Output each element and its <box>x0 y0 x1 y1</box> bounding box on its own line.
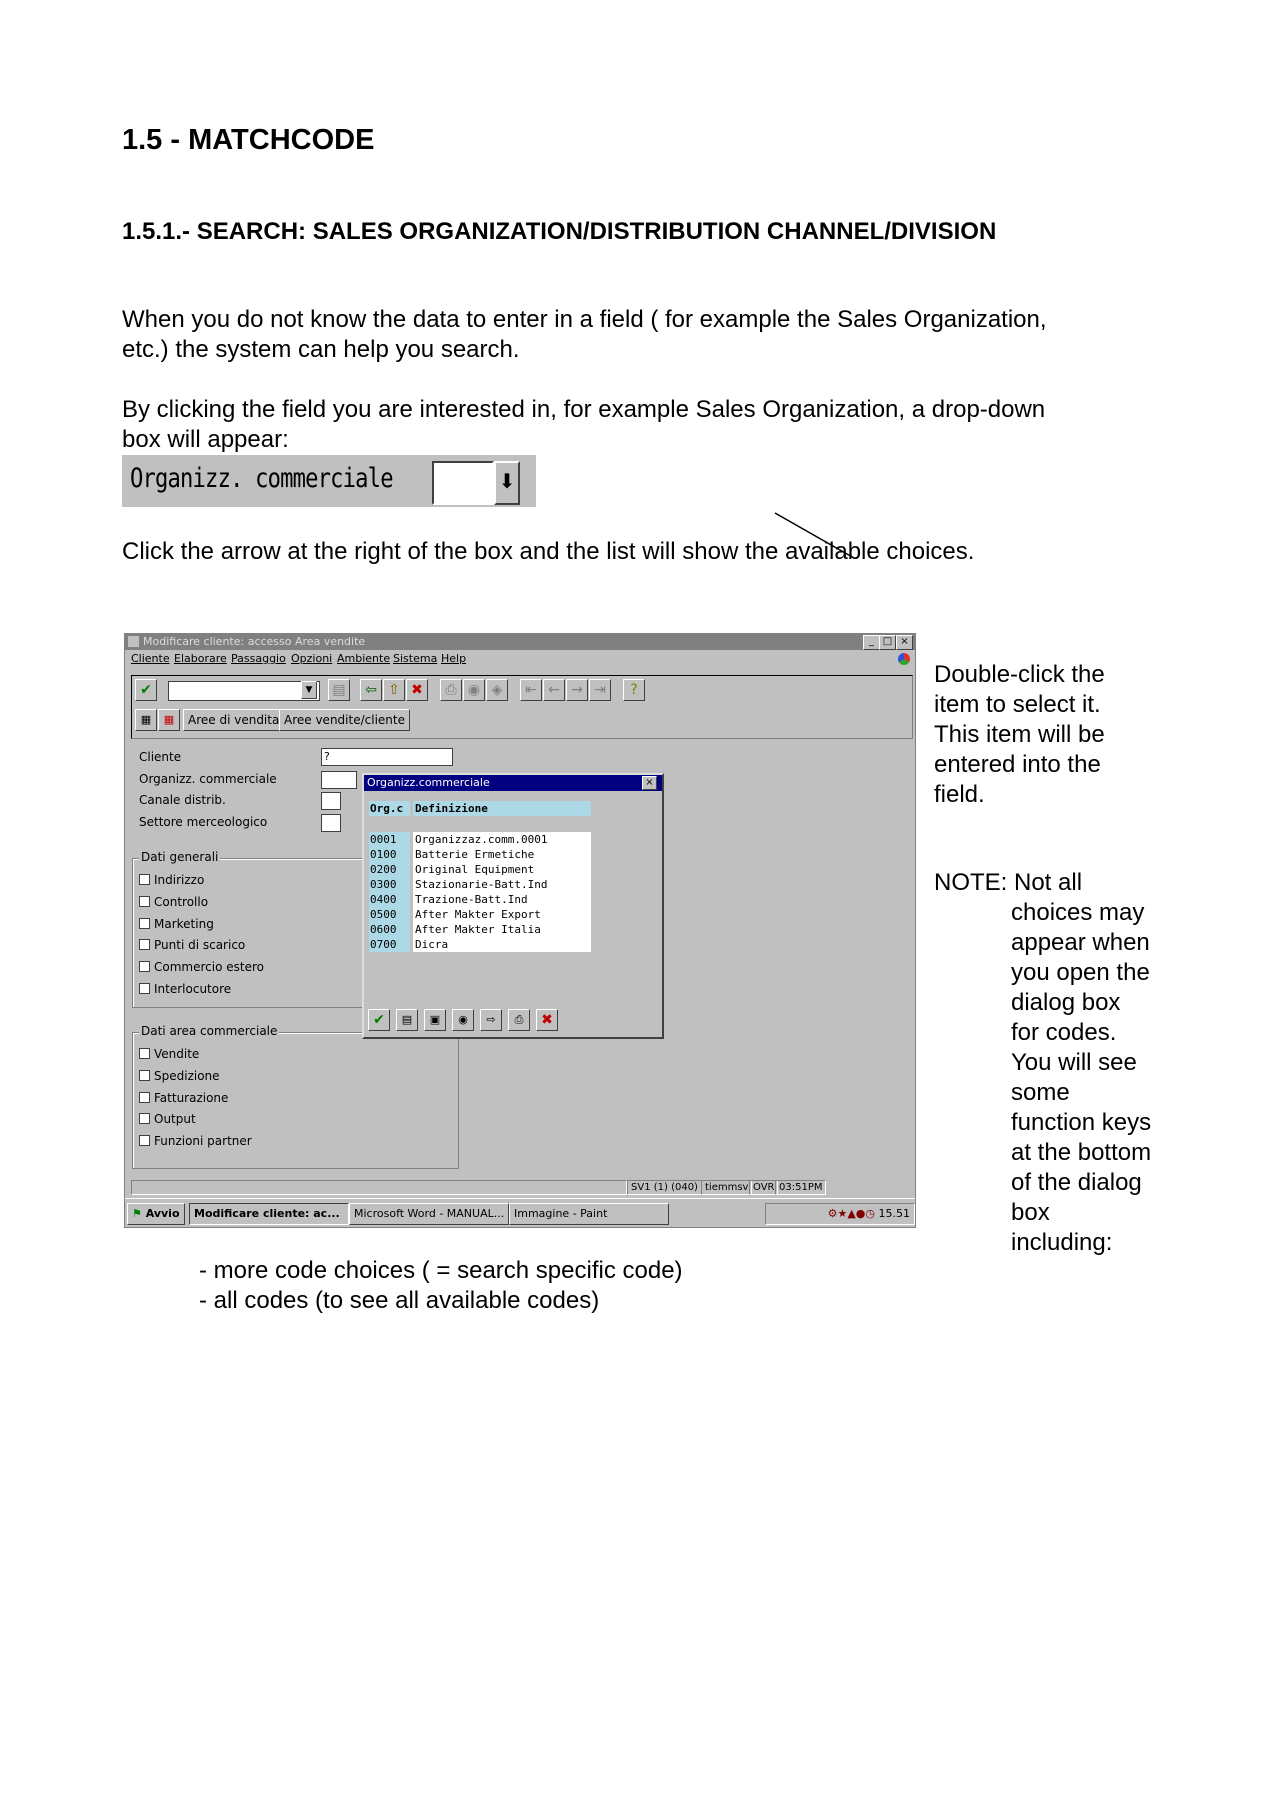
start-button[interactable] <box>127 1203 185 1225</box>
more-choices-icon[interactable]: ▤ <box>396 1009 418 1031</box>
command-field[interactable] <box>168 681 320 701</box>
dist-channel-label: Canale distrib. <box>139 793 226 807</box>
first-page-icon[interactable]: ⇤ <box>520 679 542 701</box>
side-line: entered into the <box>934 751 1101 778</box>
sap-status-bar <box>131 1180 911 1194</box>
note-first-line: NOTE: Not all <box>934 869 1083 896</box>
note-block <box>934 868 1184 1258</box>
column-header-definition: Definizione <box>413 801 591 816</box>
dropdown-line-1: By clicking the field you are interested in, for example Sales Organization, a drop-down <box>122 396 1046 423</box>
note-line: for codes. <box>1011 1019 1117 1046</box>
dialog-title-bar <box>364 775 662 791</box>
checkbox-punti-scarico[interactable] <box>139 938 245 952</box>
intro-paragraph <box>122 305 1152 365</box>
list-item-definition: After Makter Italia <box>413 922 591 937</box>
side-line: This item will be <box>934 721 1105 748</box>
previous-page-icon[interactable]: ← <box>543 679 565 701</box>
checkbox-fatturazione[interactable] <box>139 1091 228 1105</box>
enter-check-icon[interactable]: ✔ <box>135 679 157 701</box>
dialog-title: Organizz.commerciale <box>367 776 490 789</box>
customer-sales-areas-button[interactable]: Aree vendite/cliente <box>279 709 410 731</box>
taskbar-paint[interactable]: Immagine - Paint <box>509 1203 669 1225</box>
overview-icon[interactable]: ▦ <box>135 709 157 731</box>
help-icon[interactable]: ? <box>623 679 645 701</box>
checkbox-interlocutore[interactable] <box>139 982 231 996</box>
checkbox-label: Funzioni partner <box>154 1134 252 1148</box>
menu-ambiente[interactable]: Ambiente <box>337 652 391 665</box>
sap-app-icon <box>128 636 139 647</box>
sap-window-title: Modificare cliente: accesso Area vendite <box>143 635 366 648</box>
section-heading: 1.5 - MATCHCODE <box>122 124 375 156</box>
intro-line-2: etc.) the system can help you search. <box>122 336 520 363</box>
menu-passaggio[interactable]: Passaggio <box>231 652 286 665</box>
cancel-icon[interactable]: ✖ <box>406 679 428 701</box>
list-item-code: 0001 <box>369 832 410 847</box>
note-line: choices may <box>1011 899 1145 926</box>
dropdown-paragraph <box>122 395 1152 455</box>
column-header-code: Org.c <box>369 801 410 816</box>
checkbox-indirizzo[interactable] <box>139 873 204 887</box>
function-keys-list <box>199 1256 683 1316</box>
dialog-cancel-icon[interactable]: ✖ <box>536 1009 558 1031</box>
system-tray <box>765 1203 915 1225</box>
status-system: SV1 (1) (040) <box>627 1180 702 1195</box>
field-screenshot-label: Organizz. commerciale <box>130 463 393 494</box>
note-line: of the dialog <box>1011 1169 1142 1196</box>
checkbox-label: Output <box>154 1112 196 1126</box>
list-item-code: 0500 <box>369 907 410 922</box>
arrow-instruction: Click the arrow at the right of the box and the list will show the available choices. <box>122 538 975 565</box>
note-line: including: <box>1011 1229 1113 1256</box>
list-item: - more code choices ( = search specific code) <box>199 1257 683 1284</box>
status-time: 03:51PM <box>775 1180 826 1195</box>
checkbox-vendite[interactable] <box>139 1047 199 1061</box>
taskbar-word[interactable]: Microsoft Word - MANUAL... <box>349 1203 509 1225</box>
field-screenshot <box>122 455 536 507</box>
sap-menu-bar <box>125 651 915 667</box>
list-item-definition: After Makter Export <box>413 907 591 922</box>
menu-help[interactable]: Help <box>441 652 467 665</box>
note-line: You will see <box>1011 1049 1137 1076</box>
side-line: field. <box>934 781 985 808</box>
save-icon[interactable]: ▤ <box>328 679 350 701</box>
sales-org-input[interactable] <box>321 771 357 789</box>
next-page-icon[interactable]: → <box>566 679 588 701</box>
find-icon[interactable]: ◉ <box>463 679 485 701</box>
dropdown-arrow-icon: ⬇ <box>494 461 520 505</box>
close-icon[interactable]: × <box>896 635 913 650</box>
other-view-icon[interactable]: ▦ <box>158 709 180 731</box>
checkbox-controllo[interactable] <box>139 895 208 909</box>
division-input[interactable] <box>321 814 341 832</box>
sales-org-label: Organizz. commerciale <box>139 772 277 786</box>
checkbox-funzioni-partner[interactable] <box>139 1134 252 1148</box>
note-line: at the bottom <box>1011 1139 1152 1166</box>
cliente-input[interactable]: ? <box>321 748 453 766</box>
field-screenshot-input <box>432 461 494 505</box>
sap-screenshot <box>124 633 916 1228</box>
tray-icons: ⚙★▲●◷ <box>827 1207 875 1220</box>
cliente-label: Cliente <box>139 750 182 764</box>
checkbox-label: Interlocutore <box>154 982 232 996</box>
subsection-heading: 1.5.1.- SEARCH: SALES ORGANIZATION/DISTRIBUTION CHANNEL/DIVISION <box>122 218 997 245</box>
sap-title-bar <box>125 634 915 650</box>
general-data-title: Dati generali <box>141 850 219 864</box>
note-line: function keys <box>1011 1109 1152 1136</box>
taskbar-clock: 15.51 <box>878 1207 910 1220</box>
checkbox-label: Fatturazione <box>154 1091 229 1105</box>
command-dropdown-icon[interactable]: ▼ <box>301 681 317 699</box>
menu-opzioni[interactable]: Opzioni <box>291 652 333 665</box>
checkbox-spedizione[interactable] <box>139 1069 220 1083</box>
side-line: Double-click the <box>934 661 1105 688</box>
checkbox-label: Controllo <box>154 895 209 909</box>
note-line: you open the <box>1011 959 1150 986</box>
list-item-definition: Batterie Ermetiche <box>413 847 591 862</box>
list-item-definition: Organizzaz.comm.0001 <box>413 832 591 847</box>
last-page-icon[interactable]: ⇥ <box>589 679 611 701</box>
checkbox-label: Spedizione <box>154 1069 220 1083</box>
sap-toolbar <box>131 675 913 739</box>
back-icon[interactable]: ⇦ <box>360 679 382 701</box>
dialog-expand-icon[interactable]: ⇨ <box>480 1009 502 1031</box>
sales-areas-button[interactable]: Aree di vendita <box>183 709 284 731</box>
start-button-label: Avvio <box>145 1207 180 1220</box>
list-item-code: 0600 <box>369 922 410 937</box>
matchcode-dialog <box>362 773 664 1039</box>
dialog-print-icon[interactable]: ⎙ <box>508 1009 530 1031</box>
intro-line-1: When you do not know the data to enter in a field ( for example the Sales Organization, <box>122 306 1047 333</box>
all-codes-icon[interactable]: ▣ <box>424 1009 446 1031</box>
windows-taskbar <box>125 1198 915 1227</box>
status-message <box>131 1180 627 1195</box>
note-line: appear when <box>1011 929 1150 956</box>
status-host: tiemmsv <box>701 1180 752 1195</box>
checkbox-label: Punti di scarico <box>154 938 246 952</box>
side-line: item to select it. <box>934 691 1101 718</box>
taskbar-sap[interactable]: Modificare cliente: ac... <box>189 1203 349 1225</box>
windows-logo-icon: ⚑ <box>132 1207 142 1220</box>
note-line: dialog box <box>1011 989 1121 1016</box>
checkbox-label: Marketing <box>154 917 214 931</box>
status-mode: OVR <box>749 1180 778 1195</box>
menu-sistema[interactable]: Sistema <box>393 652 438 665</box>
print-icon[interactable]: ⎙ <box>440 679 462 701</box>
minimize-icon[interactable]: _ <box>863 635 880 650</box>
note-line: some <box>1011 1079 1070 1106</box>
find-next-icon[interactable]: ◈ <box>486 679 508 701</box>
maximize-icon[interactable]: □ <box>879 635 896 650</box>
list-item-code: 0100 <box>369 847 410 862</box>
exit-icon[interactable]: ⇧ <box>383 679 405 701</box>
note-line: box <box>1011 1199 1050 1226</box>
dropdown-line-2: box will appear: <box>122 426 289 453</box>
list-item-code: 0700 <box>369 937 410 952</box>
list-item: - all codes (to see all available codes) <box>199 1287 600 1314</box>
dialog-find-icon[interactable]: ◉ <box>452 1009 474 1031</box>
checkbox-output[interactable] <box>139 1112 196 1126</box>
side-instructions <box>934 660 1105 810</box>
checkbox-commercio-estero[interactable] <box>139 960 264 974</box>
list-item-code: 0200 <box>369 862 410 877</box>
dist-channel-input[interactable] <box>321 792 341 810</box>
list-item-code: 0300 <box>369 877 410 892</box>
checkbox-marketing[interactable] <box>139 917 214 931</box>
list-item-definition: Stazionarie-Batt.Ind <box>413 877 591 892</box>
checkbox-label: Vendite <box>154 1047 200 1061</box>
dialog-close-icon[interactable]: × <box>642 776 657 790</box>
sales-area-data-group <box>132 1024 459 1169</box>
checkbox-label: Indirizzo <box>154 873 205 887</box>
menu-cliente[interactable]: Cliente <box>131 652 170 665</box>
list-item-definition: Original Equipment <box>413 862 591 877</box>
list-item-definition: Dicra <box>413 937 591 952</box>
division-label: Settore merceologico <box>139 815 268 829</box>
dialog-confirm-icon[interactable]: ✔ <box>368 1009 390 1031</box>
list-item-definition: Trazione-Batt.Ind <box>413 892 591 907</box>
checkbox-label: Commercio estero <box>154 960 264 974</box>
sales-area-data-title: Dati area commerciale <box>141 1024 278 1038</box>
menu-elaborare[interactable]: Elaborare <box>174 652 227 665</box>
list-item-code: 0400 <box>369 892 410 907</box>
sap-logo-icon <box>898 653 910 665</box>
